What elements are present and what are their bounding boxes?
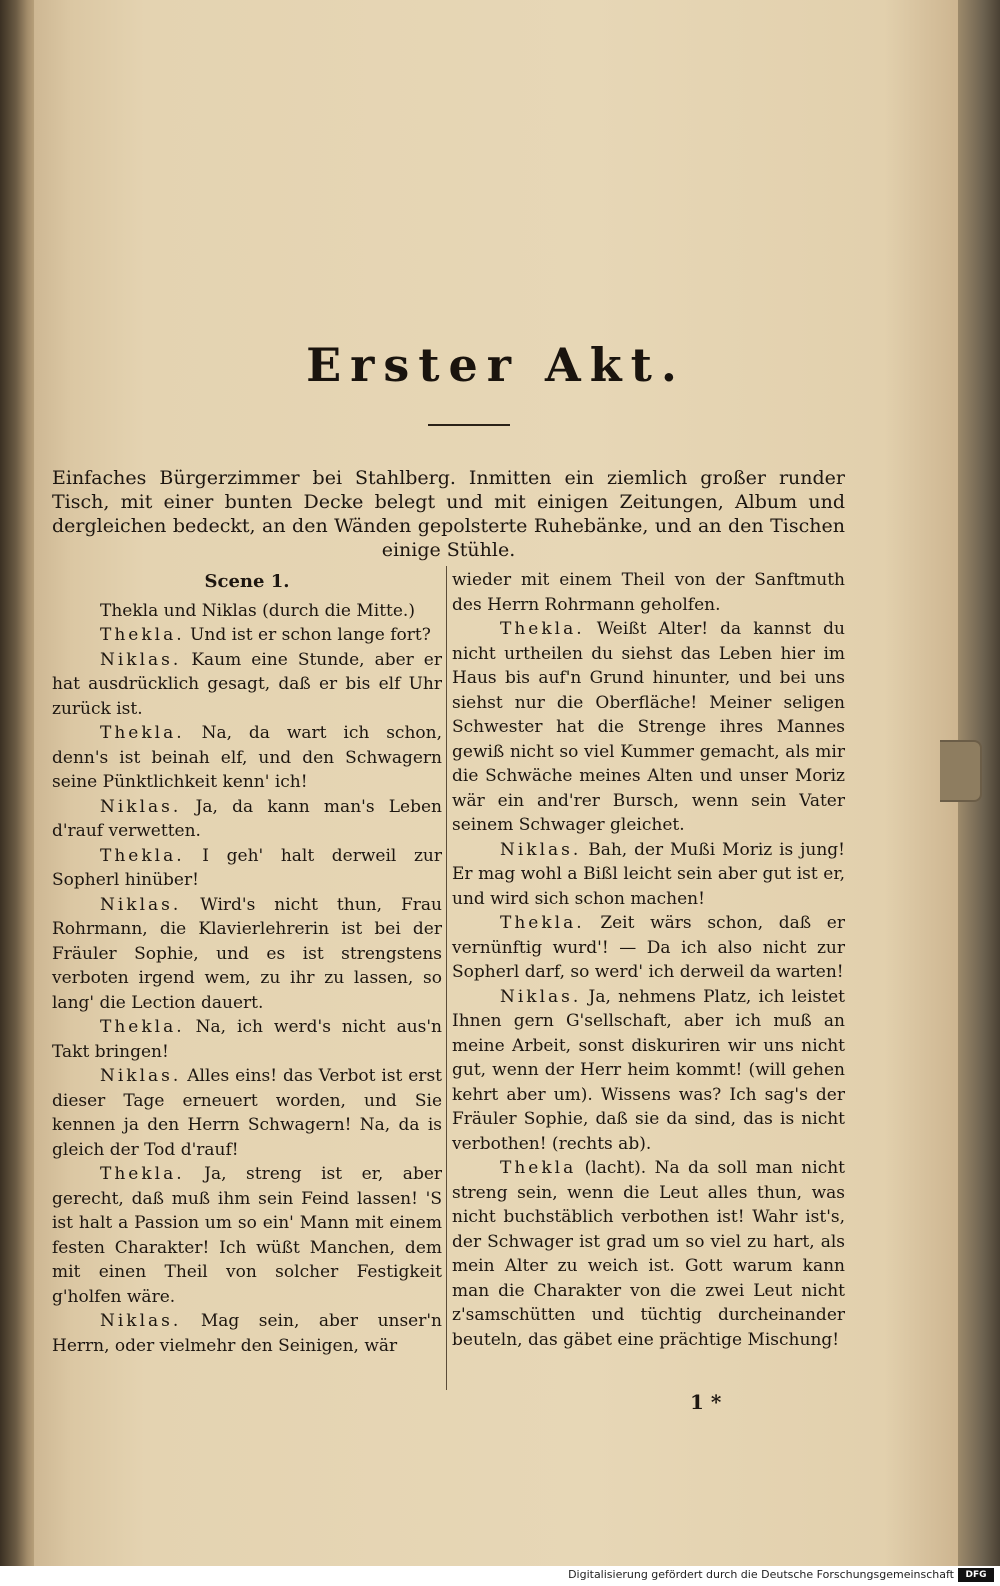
speaker-name: Thekla. xyxy=(500,619,585,639)
dialogue-text: Bah, der Mußi Moriz is jung! Er mag wohl a Bißl leicht sein aber gut ist er, und wird sich schon machen! xyxy=(452,839,846,909)
speaker-name: Thekla. xyxy=(100,1017,185,1037)
speaker-name: Thekla. xyxy=(100,625,185,645)
right-column-body xyxy=(452,568,845,1352)
dialogue-text: (lacht). Na da soll man nicht streng sein, wenn die Leut alles thun, was nicht buchstäblich verbothen ist! Wahr ist's, der Schwager ist grad um so viel zu hart, als mein Alter zu weich ist. Gott warum kann man die Charakter von die zwei Leut nicht z'samschütten und tüchtig durcheinander beuteln, das gäbet eine prächtige Mischung! xyxy=(452,1158,845,1350)
dialogue-text: Ja, da kann man's Leben d'rauf verwetten. xyxy=(52,796,443,841)
dialogue-paragraph xyxy=(52,795,442,844)
title-divider xyxy=(428,424,510,426)
dialogue-text: Na, da wart ich schon, denn's ist beinah elf, und den Schwagern seine Pünktlichkeit kenn' ich! xyxy=(52,723,442,792)
speaker-name: Thekla. xyxy=(100,723,185,743)
speaker-name: Niklas. xyxy=(100,1066,182,1086)
page-signature: 1 * xyxy=(690,1390,722,1414)
dialogue-paragraph xyxy=(52,1064,442,1162)
dialogue-paragraph xyxy=(52,1309,442,1358)
dialogue-paragraph xyxy=(52,893,442,1016)
scene-cast: Thekla und Niklas (durch die Mitte.) xyxy=(100,600,415,621)
bookmark-tab xyxy=(940,740,982,802)
speaker-name: Thekla. xyxy=(500,913,585,933)
dialogue-paragraph xyxy=(52,1162,442,1309)
speaker-name: Niklas. xyxy=(500,839,582,860)
dialogue-text: Ja, streng ist er, aber gerecht, daß muß ihm sein Feind lassen! 'S ist halt a Passion um so ein' Mann mit einem festen Charakter! Ich wüßt Manchen, dem mit einen Theil von solcher Festigkeit g'holfen wäre. xyxy=(52,1164,443,1307)
footer-bar xyxy=(0,1566,1000,1586)
dialogue-paragraph xyxy=(452,911,845,985)
dfg-logo: DFG xyxy=(958,1568,994,1582)
page-title: Erster Akt. xyxy=(306,338,686,392)
dialogue-text: I geh' halt derweil zur Sopherl hinüber! xyxy=(52,845,443,890)
speaker-name: Niklas. xyxy=(100,894,182,915)
footer-credit: Digitalisierung gefördert durch die Deutsche Forschungsgemeinschaft xyxy=(568,1568,954,1581)
speaker-name: Niklas. xyxy=(100,649,182,670)
dialogue-paragraph xyxy=(52,844,442,893)
left-column-body xyxy=(52,623,442,1358)
dialogue-paragraph xyxy=(52,721,442,795)
speaker-name: Niklas. xyxy=(500,986,582,1007)
dialogue-paragraph xyxy=(52,648,442,722)
left-column xyxy=(52,568,442,1358)
dialogue-text: Wird's nicht thun, Frau Rohrmann, die Klavierlehrerin ist bei der Fräuler Sophie, und es ist strengstens verboten irgend wem, zu ihr zu lassen, so lang' die Lection dauert. xyxy=(52,894,442,1013)
dialogue-text: Alles eins! das Verbot ist erst dieser Tage erneuert worden, und Sie kennen ja den Herrn Schwagern! Na, da is gleich der Tod d'rauf! xyxy=(52,1066,442,1160)
speaker-name: Niklas. xyxy=(100,1311,182,1331)
dialogue-paragraph xyxy=(52,623,442,648)
dialogue-text: Ja, nehmens Platz, ich leistet Ihnen gern G'sellschaft, aber ich muß an meine Arbeit, sonst diskuriren wir uns nicht gut, wenn der Herr heim kommt! (will gehen kehrt aber um). Wissens was? Ich sag's der Fräuler Sophie, daß sie da sind, das is nicht verbothen! (rechts ab). xyxy=(452,986,845,1154)
scene-heading: Scene 1. xyxy=(204,571,290,592)
dialogue-paragraph xyxy=(452,1156,845,1352)
speaker-name: Niklas. xyxy=(100,796,182,817)
dialogue-text: Kaum eine Stunde, aber er hat ausdrücklich gesagt, daß er bis elf Uhr zurück ist. xyxy=(52,649,442,719)
dialogue-text: Mag sein, aber unser'n Herrn, oder vielmehr den Seinigen, wär xyxy=(52,1311,442,1356)
dialogue-text: Na, ich werd's nicht aus'n Takt bringen! xyxy=(52,1017,442,1062)
speaker-name: Thekla. xyxy=(100,1164,185,1184)
column-divider xyxy=(446,566,447,1390)
dialogue-text: Zeit wärs schon, daß er vernünftig wurd'! — Da ich also nicht zur Sopherl darf, so werd' ich derweil da warten! xyxy=(452,913,845,982)
speaker-name: Thekla. xyxy=(100,845,185,866)
dialogue-paragraph xyxy=(452,568,845,617)
dialogue-paragraph xyxy=(452,985,845,1157)
dialogue-text: Und ist er schon lange fort? xyxy=(190,625,431,645)
dialogue-text: wieder mit einem Theil von der Sanftmuth des Herrn Rohrmann geholfen. xyxy=(452,570,845,615)
speaker-name: Thekla xyxy=(500,1158,577,1178)
right-column xyxy=(452,568,845,1352)
dialogue-paragraph xyxy=(52,1015,442,1064)
dialogue-paragraph xyxy=(452,838,845,912)
dialogue-text: Weißt Alter! da kannst du nicht urtheilen du siehst das Leben hier im Haus bis auf'n Grund hinunter, und bei uns siehst nur die Oberfläche! Meiner seligen Schwester hat die Strenge ihres Mannes gewiß nicht so viel Kummer gemacht, als mir die Schwäche meines Alten und unser Moriz wär ein and'rer Bursch, wenn sein Vater seinem Schwager gleichet. xyxy=(452,619,845,835)
dialogue-paragraph xyxy=(452,617,845,838)
stage-direction: Einfaches Bürgerzimmer bei Stahlberg. Inmitten ein ziemlich großer runder Tisch, mit einer bunten Decke belegt und mit einigen Zeitungen, Album und dergleichen bedeckt, an den Wänden gepolsterte Ruhebänke, und an den Tischen einige Stühle. xyxy=(52,467,845,561)
